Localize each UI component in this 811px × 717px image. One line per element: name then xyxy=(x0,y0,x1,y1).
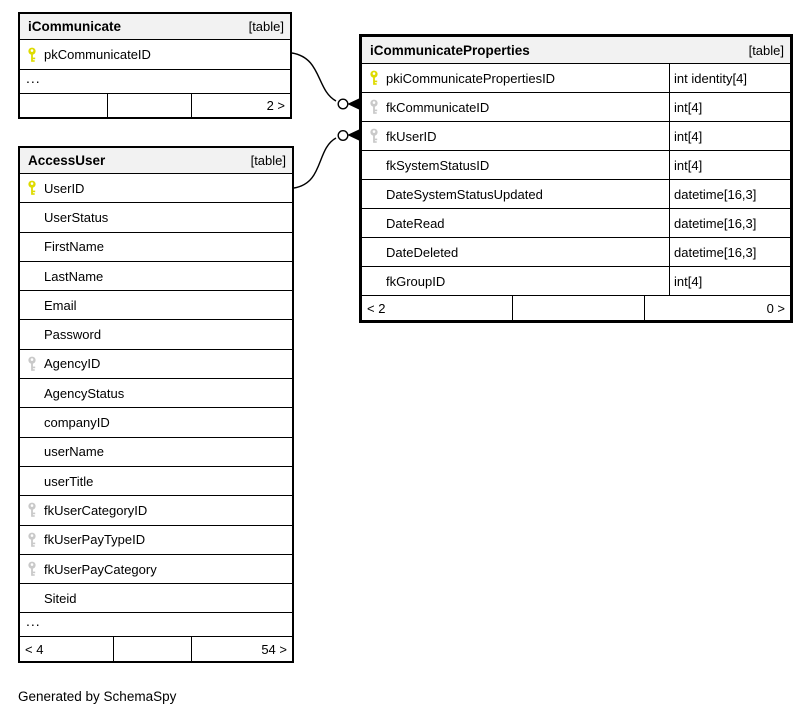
primary-key-icon xyxy=(27,47,37,63)
column-name[interactable]: fkUserID xyxy=(386,128,437,144)
column-row-username[interactable] xyxy=(20,438,292,467)
column-row-dateread[interactable] xyxy=(362,209,790,238)
table-title[interactable]: iCommunicateProperties xyxy=(370,42,530,58)
column-row-fkusercategoryid[interactable] xyxy=(20,496,292,525)
column-name[interactable]: AgencyID xyxy=(44,356,101,372)
column-row-fkuserpaycategory[interactable] xyxy=(20,555,292,584)
footer-children: 0 > xyxy=(644,296,790,320)
foreign-key-icon xyxy=(27,561,37,577)
primary-key-icon xyxy=(27,180,37,196)
column-row-fkuserid[interactable] xyxy=(362,122,790,151)
footer-parents xyxy=(20,94,107,117)
column-row-userid[interactable] xyxy=(20,174,292,203)
footer-parents: < 4 xyxy=(25,641,44,657)
column-name[interactable]: pkCommunicateID xyxy=(44,47,151,62)
table-icommunicateproperties xyxy=(359,34,793,323)
relationship-accessuser-to-properties xyxy=(294,130,359,188)
table-title[interactable]: iCommunicate xyxy=(28,19,122,34)
column-row-agencystatus[interactable] xyxy=(20,379,292,408)
column-name[interactable]: userName xyxy=(44,444,104,460)
column-type: datetime[16,3] xyxy=(669,180,790,208)
column-name[interactable]: companyID xyxy=(44,415,110,431)
table-footer xyxy=(362,296,790,320)
table-accessuser xyxy=(18,146,294,663)
relationship-icommunicate-to-properties xyxy=(292,53,359,109)
column-row-lastname[interactable] xyxy=(20,262,292,291)
table-tag: [table] xyxy=(250,153,286,168)
column-row-datedeleted[interactable] xyxy=(362,238,790,267)
table-icommunicate-header[interactable] xyxy=(20,14,290,40)
column-name[interactable]: Siteid xyxy=(44,590,77,606)
column-name[interactable]: DateRead xyxy=(386,215,445,231)
table-icommunicate xyxy=(18,12,292,119)
table-footer xyxy=(20,94,290,117)
column-row-agencyid[interactable] xyxy=(20,350,292,379)
column-row-pkicommunicatepropertiesid[interactable] xyxy=(362,64,790,93)
column-row-usertitle[interactable] xyxy=(20,467,292,496)
table-tag: [table] xyxy=(248,19,284,34)
column-name[interactable]: DateSystemStatusUpdated xyxy=(386,186,543,202)
column-name[interactable]: AgencyStatus xyxy=(44,385,125,401)
ellipsis-row: ... xyxy=(20,613,292,637)
column-name[interactable]: fkUserCategoryID xyxy=(44,502,148,518)
foreign-key-icon xyxy=(369,99,379,115)
column-row-pkcommunicateid[interactable] xyxy=(20,40,290,70)
column-name[interactable]: UserID xyxy=(44,180,85,196)
column-name[interactable]: pkiCommunicatePropertiesID xyxy=(386,70,556,86)
column-name[interactable]: fkGroupID xyxy=(386,273,446,289)
primary-key-icon xyxy=(369,70,379,86)
column-row-datesystemstatusupdated[interactable] xyxy=(362,180,790,209)
column-name[interactable]: DateDeleted xyxy=(386,244,459,260)
column-type: datetime[16,3] xyxy=(669,238,790,266)
column-row-siteid[interactable] xyxy=(20,584,292,613)
column-row-userstatus[interactable] xyxy=(20,203,292,232)
foreign-key-icon xyxy=(369,128,379,144)
column-name[interactable]: Email xyxy=(44,297,77,313)
column-name[interactable]: fkUserPayTypeID xyxy=(44,532,146,548)
footer-middle xyxy=(512,296,644,320)
footer-children: 54 > xyxy=(191,637,292,661)
column-type: datetime[16,3] xyxy=(669,209,790,237)
column-type: int[4] xyxy=(669,267,790,295)
column-name[interactable]: fkCommunicateID xyxy=(386,99,490,115)
table-accessuser-header[interactable] xyxy=(20,148,292,174)
footer-parents: < 2 xyxy=(367,300,386,316)
column-row-fkgroupid[interactable] xyxy=(362,267,790,296)
column-row-fkcommunicateid[interactable] xyxy=(362,93,790,122)
column-name[interactable]: Password xyxy=(44,327,102,343)
footer-middle xyxy=(113,637,191,661)
table-footer xyxy=(20,637,292,661)
foreign-key-icon xyxy=(27,532,37,548)
column-type: int identity[4] xyxy=(669,64,790,92)
ellipsis-row: ... xyxy=(20,70,290,94)
footer-middle xyxy=(107,94,191,117)
foreign-key-icon xyxy=(27,502,37,518)
column-name[interactable]: UserStatus xyxy=(44,209,109,225)
column-name[interactable]: userTitle xyxy=(44,473,94,489)
column-row-companyid[interactable] xyxy=(20,408,292,437)
foreign-key-icon xyxy=(27,356,37,372)
column-name[interactable]: fkSystemStatusID xyxy=(386,157,490,173)
column-name[interactable]: fkUserPayCategory xyxy=(44,561,157,577)
table-tag: [table] xyxy=(748,42,784,58)
column-row-fkuserpaytypeid[interactable] xyxy=(20,526,292,555)
footer-children: 2 > xyxy=(191,94,290,117)
column-row-firstname[interactable] xyxy=(20,233,292,262)
table-icommunicateproperties-header[interactable] xyxy=(362,37,790,64)
column-row-fksystemstatusid[interactable] xyxy=(362,151,790,180)
column-row-password[interactable] xyxy=(20,320,292,349)
generated-by-text: Generated by SchemaSpy xyxy=(18,689,177,704)
column-type: int[4] xyxy=(669,122,790,150)
column-type: int[4] xyxy=(669,151,790,179)
table-title[interactable]: AccessUser xyxy=(28,153,106,168)
column-name[interactable]: FirstName xyxy=(44,239,104,255)
column-type: int[4] xyxy=(669,93,790,121)
column-row-email[interactable] xyxy=(20,291,292,320)
column-name[interactable]: LastName xyxy=(44,268,104,284)
